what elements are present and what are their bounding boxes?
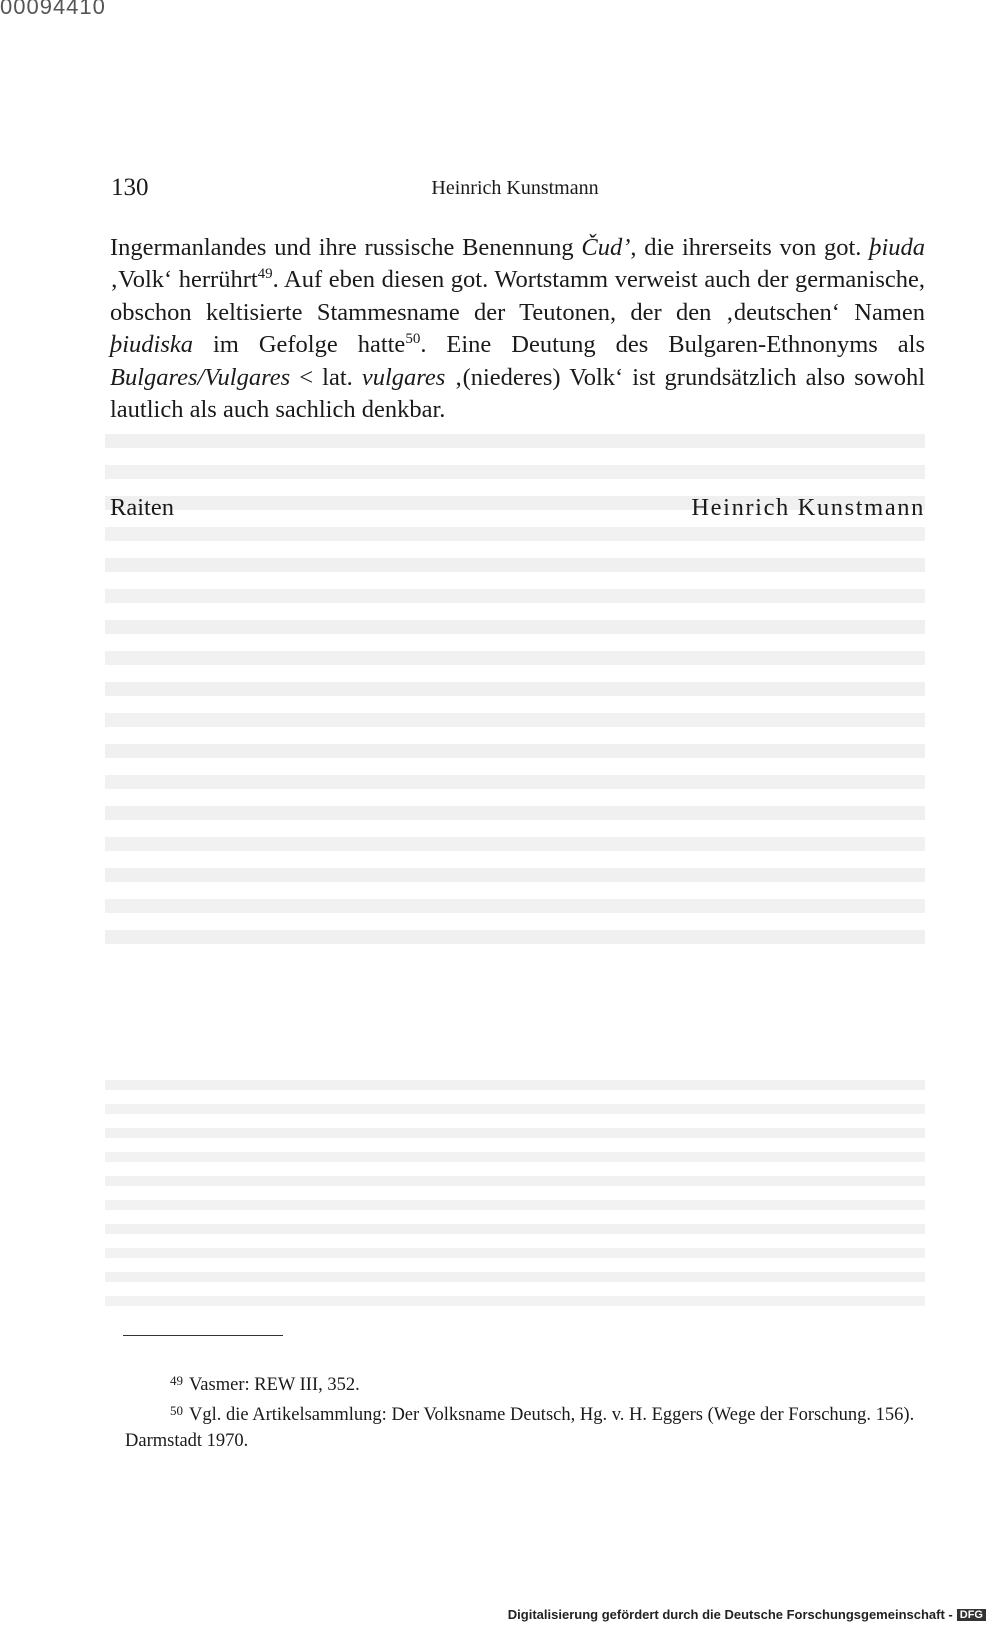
dfg-logo-icon: DFG xyxy=(957,1609,986,1621)
page-number: 130 xyxy=(111,174,149,201)
term-thiuda: þiuda xyxy=(869,234,925,261)
term-thiudiska: þiudiska xyxy=(110,331,194,359)
digitization-credit xyxy=(508,1607,986,1622)
term-bulgares: Bulgares/Vulgares xyxy=(110,363,291,391)
body-paragraph: Ingermanlandes und ihre russische Benennung Čud’, die ihrerseits von got. þiuda ‚Volk‘ herrührt$^{49}$. Auf eben diesen got. Wortstamm verweist auch der germanische, obschon keltisierte Stammesname der Teutonen, der den ‚deutschen‘ Namen þiudiska im Gefolge hatte$^{50}$. Eine Deutung des Bulgaren-Ethnonyms als Bulgares/Vulgares < lat. vulgares ‚(niederes) Volk‘ ist grundsätzlich also sowohl lautlich als auch sachlich denkbar. xyxy=(110,234,925,424)
scan-id: 00094410 xyxy=(0,0,106,19)
footnotes xyxy=(125,1368,935,1454)
signature-author: Heinrich Kunstmann xyxy=(691,494,925,521)
signature-place: Raiten xyxy=(110,494,174,521)
credit-text: Digitalisierung gefördert durch die Deutsche Forschungsgemeinschaft - xyxy=(507,1607,953,1622)
term-vulgares: vulgares xyxy=(361,363,446,391)
footnote-50: $^{50}$ Vgl. die Artikelsammlung: Der Volksname Deutsch, Hg. v. H. Eggers (Wege der Forschung. 156). Darmstadt 1970. xyxy=(125,1403,915,1451)
show-through-footnote-lines xyxy=(105,1070,925,1360)
footnote-ref-49[interactable]: 49 xyxy=(257,266,273,283)
running-head: Heinrich Kunstmann xyxy=(431,177,599,199)
footnote-divider xyxy=(123,1335,283,1336)
footnote-ref-50[interactable]: 50 xyxy=(405,331,421,348)
term-cud: Čud’ xyxy=(581,234,631,261)
footnote-49: $^{49}$ Vasmer: REW III, 352. xyxy=(170,1373,360,1395)
